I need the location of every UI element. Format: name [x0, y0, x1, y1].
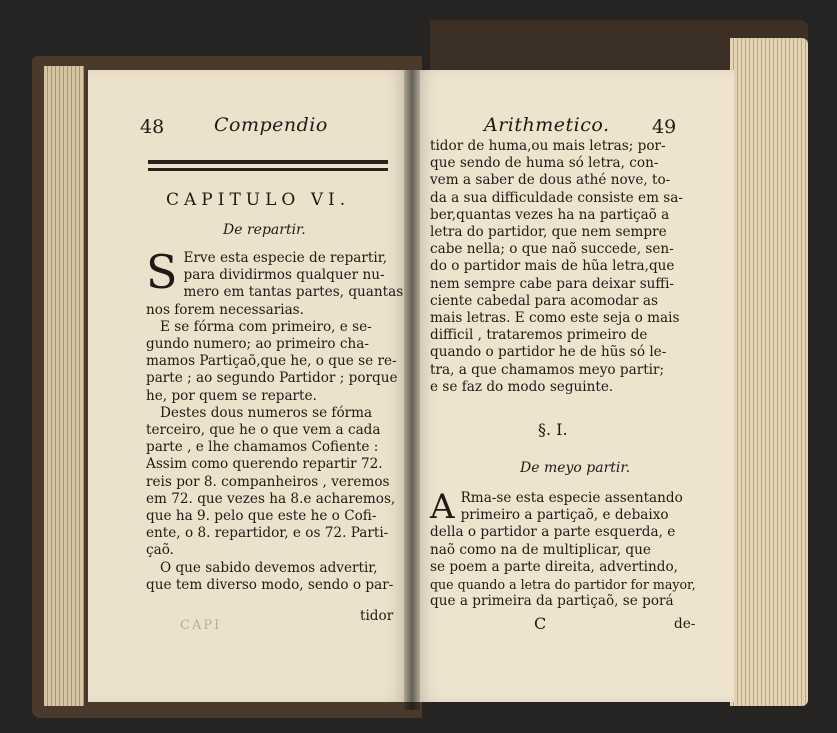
text-line: em 72. que vezes ha 8.e acharemos,: [146, 490, 396, 507]
chapter-heading: CAPITULO VI.: [166, 190, 351, 210]
text-line: della o partidor a parte esquerda, e: [430, 524, 676, 541]
text-line: naõ como na de multiplicar, que: [430, 541, 651, 558]
bleed-through-text: CAPI: [180, 618, 222, 633]
text-line: tidor de huma,ou mais letras; por-: [430, 138, 666, 154]
text-line: terceiro, que he o que vem a cada: [146, 422, 381, 439]
section-mark: §. I.: [538, 420, 568, 439]
text-line: da a sua difficuldade consiste em sa-: [430, 189, 683, 206]
text-line: Destes dous numeros se fórma: [160, 404, 373, 421]
text-line: letra do partidor, que nem sempre: [430, 224, 667, 241]
text-line: nos forem necessarias.: [146, 301, 304, 318]
text-line: reis por 8. companheiros , veremos: [146, 473, 390, 490]
text-line: mero em tantas partes, quantas: [183, 284, 404, 301]
text-line: primeiro a partiçaõ, e debaixo: [460, 507, 669, 524]
section-title: De repartir.: [223, 222, 306, 238]
text-line: que tem diverso modo, sendo o par-: [146, 576, 394, 593]
text-line: mamos Partiçaõ,que he, o que se re-: [146, 353, 397, 370]
catchword: de-: [674, 616, 696, 632]
text-line: quando o partidor he de hũs só le-: [430, 344, 667, 361]
page-number: 48: [140, 116, 165, 138]
section-title: De meyo partir.: [520, 460, 631, 476]
running-title: Arithmetico.: [484, 114, 610, 136]
signature-mark: C: [534, 614, 547, 633]
text-line: E se fórma com primeiro, e se-: [160, 318, 372, 335]
text-line: Rma-se esta especie assentando: [460, 490, 683, 506]
text-line: mais letras. E como este seja o mais: [430, 310, 680, 327]
catchword: tidor: [360, 608, 394, 624]
drop-cap: S: [146, 245, 178, 299]
text-line: çaõ.: [146, 542, 174, 559]
text-line: gundo numero; ao primeiro cha-: [146, 336, 369, 353]
text-line: O que sabido devemos advertir,: [160, 559, 378, 576]
right-page-edges: [730, 38, 808, 706]
text-line: que quando a letra do partidor for mayor,: [430, 577, 696, 593]
right-body-text: [430, 138, 694, 396]
running-title: Compendio: [214, 114, 328, 136]
double-rule-top: [148, 160, 388, 164]
right-section-text: [430, 487, 698, 610]
text-line: difficil , trataremos primeiro de: [430, 327, 648, 344]
text-line: do o partidor mais de hũa letra,que: [430, 258, 675, 275]
page-number: 49: [652, 116, 677, 138]
book-gutter: [404, 70, 420, 710]
right-page: [412, 70, 734, 702]
text-line: cabe nella; o que naõ succede, sen-: [430, 241, 674, 258]
double-rule-bottom: [148, 168, 388, 171]
text-line: tra, a que chamamos meyo partir;: [430, 361, 665, 378]
open-book: [30, 20, 808, 710]
text-line: he, por quem se reparte.: [146, 387, 317, 404]
text-line: que sendo de huma só letra, con-: [430, 155, 659, 172]
text-line: Erve esta especie de repartir,: [183, 250, 388, 266]
text-line: que ha 9. pelo que este he o Cofi-: [146, 508, 377, 525]
drop-cap: A: [430, 487, 455, 527]
left-page: [88, 70, 412, 702]
text-line: e se faz do modo seguinte.: [430, 378, 614, 395]
text-line: para dividirmos qualquer nu-: [183, 267, 385, 284]
text-line: parte , e lhe chamamos Cofiente :: [146, 439, 379, 456]
left-body-text: [146, 245, 404, 594]
text-line: parte ; ao segundo Partidor ; porque: [146, 370, 398, 387]
text-line: ente, o 8. repartidor, e os 72. Parti-: [146, 525, 389, 542]
text-line: vem a saber de dous athé nove, to-: [430, 172, 671, 189]
text-line: que a primeira da partiçaõ, se porá: [430, 593, 674, 610]
text-line: se poem a parte direita, advertindo,: [430, 558, 678, 575]
text-line: ber,quantas vezes ha na partiçaõ a: [430, 206, 670, 223]
left-page-edges: [44, 66, 84, 706]
text-line: Assim como querendo repartir 72.: [146, 456, 383, 473]
text-line: nem sempre cabe para deixar suffi-: [430, 275, 675, 292]
text-line: ciente cabedal para acomodar as: [430, 292, 658, 309]
